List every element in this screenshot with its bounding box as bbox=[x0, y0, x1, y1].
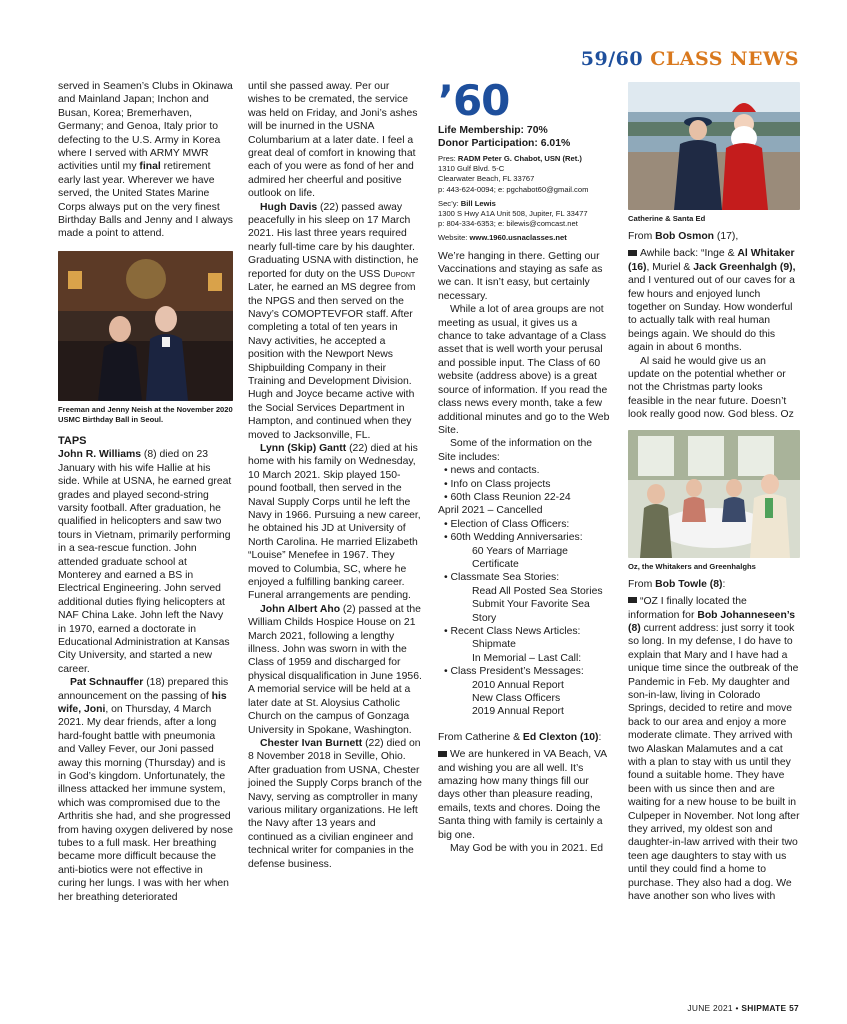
site-list-item: New Class Officers bbox=[472, 693, 561, 705]
text: Later, he earned an MS degree from the NPGS and then served on the Navy’s COMOPTEVFOR staff. After completing a total of ten years in Navy activities, he accepted a position with the Newport News Shipbuilding Company in their Training and Development Division. Hugh and Joyce became active with the Social Services Department in Hampton, and continued when they moved to Jacksonville, FL. bbox=[248, 282, 416, 441]
text: retirement early last year. Wherever we have served, the United States Marine Corps always put on the very finest Birthday Balls and Jenny and I always made a point to attend. bbox=[58, 161, 234, 240]
person-name: Hugh Davis bbox=[260, 201, 318, 213]
text: current address: just sorry it took so long. In my defense, I do have to explain that Mary and I have had a unique time since the outbreak of the Pandemic in Feb. My daughter and son-in-law, living in Colorado Springs, decided to retire and move back to our area and enjoy a more moderate climate. They arrived with two Alaskan Malamutes and a cat with a plan to stay with us until they found a suitable home. They have been with us since then and are waiting for a new house to be built in Culpeper in November. Not long after they arrived, my oldest son and daughter-in-law arrived with their two teen age daughters to stay with us until they could find a home to purchase. They also had a dog. We have another son who lives with bbox=[628, 622, 800, 903]
page-number: 57 bbox=[789, 1003, 799, 1013]
contact-line: p: 443-624-0094; e: pgchabot60@gmail.com bbox=[438, 184, 589, 194]
website-info bbox=[438, 233, 612, 243]
site-includes: Some of the information on the Site includes: bbox=[438, 438, 593, 463]
person-name: Chester Ivan Burnett bbox=[260, 737, 363, 749]
text: (17), bbox=[714, 231, 739, 242]
davis-paragraph bbox=[248, 201, 422, 442]
person-name: John Albert Aho bbox=[260, 603, 341, 615]
photo-whitakers-greenhalghs bbox=[628, 430, 800, 558]
photo-caption: Oz, the Whitakers and Greenhalghs bbox=[628, 561, 756, 571]
williams-paragraph bbox=[58, 448, 233, 676]
column-1 bbox=[58, 80, 233, 904]
text: served in Seamen’s Clubs in Okinawa and Mainland Japan; Inchon and Busan, Korea; Bremerhaven, Germany; and Genoa, Italy prior to defecting to the U.S. Army in Korea where I served with ARMY MWR activities until my bbox=[58, 81, 233, 173]
person-name: Bob Towle (8) bbox=[655, 578, 723, 590]
text: We are hunkered in VA Beach, VA and wishing you are all well. It’s amazing how many things fill our days other than pleasure reading, emails, texts and chores. Doing the Santa thing with family is certainly a big one. bbox=[438, 749, 607, 841]
site-list-item: 60 Years of Marriage Certificate bbox=[472, 545, 568, 570]
person-name: Jack Greenhalgh (9), bbox=[693, 261, 796, 273]
website-paragraph: While a lot of area groups are not meeting as usual, it gives us a chance to take advantage of a Class asset that is well worth your perusal and possible input. The Class of 60 website (address above) is a great source of information. If you read the class news every month, take a few additional minutes and go to the Web Site. bbox=[438, 304, 610, 436]
site-list-item: 2019 Annual Report bbox=[472, 706, 564, 718]
contact-line: p: 804-334-6353; e: bilewis@comcast.net bbox=[438, 219, 578, 229]
text: From bbox=[628, 578, 656, 590]
text: , on Thursday, 4 March 2021. My dear friends, after a long hard-fought battle with pneumonia and Valley Fever, our Joni passed away this morning (Thursday) and is in God’s kingdom. Unfortunately, the illness attacked her immune system, which was compromised due to the Arthritis she had, and she progressed from having oxygen delivered by nose tubes to a full mask. Her breathing became more difficult because the anti-biotics were not effective in curing her lungs. I was with her when her breathing deteriorated bbox=[58, 704, 234, 903]
magazine-name: SHIPMATE bbox=[741, 1003, 787, 1013]
site-list-item: In Memorial – Last Call: bbox=[472, 652, 582, 664]
envelope-icon bbox=[628, 250, 637, 256]
address-line: Clearwater Beach, FL 33767 bbox=[438, 174, 535, 184]
text: , Muriel & bbox=[646, 261, 694, 273]
label: Sec’y: bbox=[438, 198, 461, 208]
text: (2) passed at the William Childs Hospice House on 21 March 2021, following a lengthy illness. John was sworn in with the Class of 1959 and discharged for physical disqualification in June 1956. A memorial service will be held at a later date at St. Aloysius Catholic Church on the campus of Gonzaga University in Spokane, Washington. bbox=[248, 603, 422, 736]
gantt-paragraph bbox=[248, 442, 422, 603]
text: From Catherine & bbox=[438, 731, 523, 743]
text: “OZ I finally located the information for bbox=[628, 596, 747, 621]
text-bold: his wife, Joni bbox=[58, 690, 227, 715]
joni-paragraph: until she passed away. Per our wishes to be cremated, the service was held on Friday, and Joni’s ashes will be inurned in the USNA Columbarium at a later date. I feel a great deal of comfort in knowing that each of you were as fond of her and admired her cheerful and positive outlook on life. bbox=[248, 81, 418, 200]
text: and I ventured out of our caves for a few hours and enjoyed lunch together on Sunday. How wonderful to actually talk with real human beings again. We should do this again in about 6 months. bbox=[628, 275, 795, 354]
clexton-paragraph bbox=[438, 748, 612, 842]
person-name: Al Whitaker (16) bbox=[628, 248, 795, 273]
ship-name: Dupont bbox=[383, 268, 416, 280]
towle-from bbox=[628, 578, 800, 591]
president-info bbox=[438, 154, 612, 195]
site-list-item: • Info on Class projects bbox=[444, 478, 551, 490]
text: : bbox=[598, 731, 602, 743]
text: Awhile back: “Inge & bbox=[640, 248, 738, 260]
osmon-paragraph bbox=[628, 247, 800, 354]
photo-neish-ball bbox=[58, 251, 233, 401]
photo-santa-ed-image bbox=[628, 82, 800, 210]
website-link[interactable]: www.1960.usnaclasses.net bbox=[469, 233, 567, 243]
life-membership: Life Membership: 70% bbox=[438, 125, 548, 136]
person-name: John R. Williams bbox=[58, 449, 142, 461]
donor-participation: Donor Participation: 6.01% bbox=[438, 138, 571, 149]
text: (18) prepared this announcement on the passing of bbox=[58, 677, 229, 702]
clexton-from bbox=[438, 731, 612, 744]
text: (8) died on 23 January with his wife Hallie at his side. While at USNA, he earned great grades and played second-string varsity football. After graduation, he qualified in helicopters and saw two tours in Vietnam, primarily performing in a sea-rescue function. John attended graduate school at Monterey and earned a BS in Electrical Engineering. John served additional duties flying helicopters at NAF China Lake. John left the Navy in 1970, earned a doctorate in Educational Administration at Kansas City University, and started a new career. bbox=[58, 449, 232, 675]
osmon-from bbox=[628, 230, 800, 243]
photo-caption: Catherine & Santa Ed bbox=[628, 214, 706, 223]
person-name: Lynn (Skip) Gantt bbox=[260, 442, 347, 454]
site-list-item: • Recent Class News Articles: bbox=[444, 626, 581, 637]
towle-paragraph bbox=[628, 595, 800, 903]
intro-paragraph: We’re hanging in there. Getting our Vaccinations and staying as safe as we can. It isn’t easy, but certainly necessary. bbox=[438, 250, 603, 302]
president-name: RADM Peter G. Chabot, USN (Ret.) bbox=[457, 154, 582, 163]
envelope-icon bbox=[438, 751, 447, 757]
aho-paragraph bbox=[248, 603, 422, 737]
schnauffer-paragraph bbox=[58, 676, 233, 904]
taps-heading: TAPS bbox=[58, 434, 87, 447]
text: (22) died on 8 November 2018 in Seville, Ohio. After graduation from USNA, Chester joined the Supply Corps branch of the Navy, serving as comptroller in many various military organizations. He left the Navy after 13 years and continued as a civilian engineer and technical writer for companies in the defense business. bbox=[248, 737, 422, 870]
envelope-icon bbox=[628, 597, 637, 603]
page-footer bbox=[687, 1003, 799, 1013]
osmon-paragraph-2: Al said he would give us an update on the potential whether or not the Christmas party looks feasible in the near future. Doesn’t look really good now. God bless. Oz bbox=[628, 355, 794, 421]
section-header bbox=[581, 48, 799, 70]
section-title: CLASS NEWS bbox=[650, 48, 799, 70]
secretary-info bbox=[438, 199, 612, 230]
column-4 bbox=[628, 80, 800, 903]
column-3 bbox=[438, 76, 612, 856]
secretary-name: Bill Lewis bbox=[460, 198, 496, 208]
text: : bbox=[722, 578, 726, 590]
site-list-item: • Class President’s Messages: bbox=[444, 666, 584, 678]
address-line: 1310 Gulf Blvd. 5-C bbox=[438, 164, 505, 174]
photo-caption: Freeman and Jenny Neish at the November 2020 USMC Birthday Ball in Seoul. bbox=[58, 404, 233, 424]
person-name: Bob Osmon bbox=[655, 231, 715, 242]
site-list-item: • 60th Class Reunion 22-24 bbox=[444, 491, 571, 503]
site-content-list bbox=[438, 464, 612, 719]
photo-santa-ed bbox=[628, 82, 800, 210]
column-2 bbox=[248, 80, 422, 871]
address-line: 1300 S Hwy A1A Unit 508, Jupiter, FL 33477 bbox=[438, 209, 588, 219]
burnett-paragraph bbox=[248, 737, 422, 871]
photo-neish-ball-image bbox=[58, 251, 233, 401]
person-name: Bob Johanneseen’s (8) bbox=[628, 609, 796, 634]
class-year: ’60 bbox=[438, 76, 510, 125]
site-list-item: Shipmate bbox=[472, 639, 516, 651]
neish-paragraph bbox=[58, 80, 233, 241]
site-list-item: April 2021 – Cancelled bbox=[438, 505, 543, 517]
person-name: Ed Clexton (10) bbox=[522, 731, 599, 743]
text: (22) passed away peacefully in his sleep on 17 March 2021. His last three years required nearly full-time care by his daughter. Graduating USNA with distinction, he reported for duty on the USS bbox=[248, 201, 419, 280]
site-list-item: Submit Your Favorite Sea Story bbox=[472, 599, 590, 624]
person-name: Pat Schnauffer bbox=[70, 677, 144, 689]
site-list-item: • Classmate Sea Stories: bbox=[444, 572, 560, 584]
text: From bbox=[628, 231, 656, 242]
site-list-item: • 60th Wedding Anniversaries: bbox=[444, 532, 583, 544]
class-number: 59/60 bbox=[580, 48, 644, 70]
site-list-item: 2010 Annual Report bbox=[472, 679, 564, 691]
site-list-item: Read All Posted Sea Stories bbox=[472, 585, 603, 597]
issue-date: JUNE 2021 • bbox=[687, 1003, 742, 1013]
site-list-item: • Election of Class Officers: bbox=[444, 518, 570, 530]
site-list-item: • news and contacts. bbox=[444, 465, 540, 477]
label: Website: bbox=[438, 233, 470, 243]
text-bold: final bbox=[139, 161, 161, 173]
text: (22) died at his home with his family on Wednesday, 10 March 2021. Skip played 150-pound football, then served in the Naval Supply Corps until he left the Navy in 1966. Pursuing a new career, he obtained his JD at University of North Carolina. He married Elizabeth “Louise” Menefee in 1967. They moved to Columbia, SC, where he enjoyed a fulfilling banking career. Funeral arrangements are pending. bbox=[248, 442, 421, 602]
clexton-closing: May God be with you in 2021. Ed bbox=[450, 843, 604, 855]
label: Pres: bbox=[438, 154, 458, 163]
photo-lunch-image bbox=[628, 430, 800, 558]
